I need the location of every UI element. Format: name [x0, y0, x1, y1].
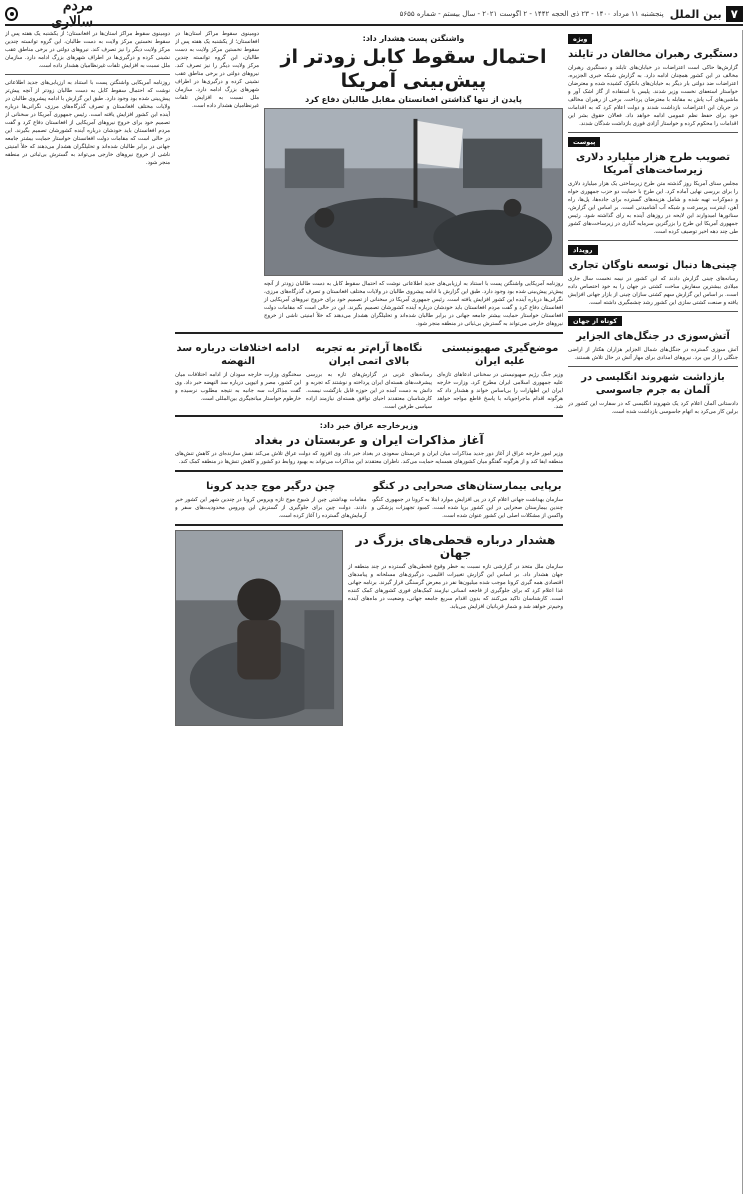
story-title: تصویب طرح هزار میلیارد دلاری زیرساخت‌های آمریکا	[576, 152, 730, 176]
baghdad-story	[175, 421, 563, 466]
main-area	[175, 30, 563, 1194]
story-title: برپایی بیمارستان‌های صحرایی در کنگو	[372, 481, 562, 492]
section-tag: پیوست	[568, 137, 600, 147]
section-tag: ویژه	[568, 34, 592, 44]
side-brief-body: دومینوی سقوط مراکز استان‌ها در افغانستان؛ از یکشنبه یک هفته پس از سقوط نخستین مرکز ولایت به دست طالبان، این گروه توانسته چندین مرکز ولایت دیگر را نیز تصرف کند. نیروهای دولتی در برخی مناطق عقب نشینی کرده و درگیری‌ها در اطراف شهرهای بزرگ ادامه دارد. سازمان ملل نسبت به افزایش تلفات غیرنظامیان هشدار داده است.	[175, 31, 259, 109]
section-title: بین الملل	[669, 7, 722, 21]
story-title: دستگیری رهبران مخالفان در تایلند	[568, 49, 738, 60]
crowd-photo-icon	[265, 109, 562, 275]
right-column	[5, 30, 170, 1194]
story-title: ادامه اختلافات درباره سد النهضه	[176, 343, 300, 367]
story-title: موضع‌گیری صهیونیستی علیه ایران	[441, 343, 559, 367]
newspaper-logo	[5, 0, 93, 30]
story-body: سازمان بهداشت جهانی اعلام کرد در پی افزایش موارد ابتلا به کرونا در جمهوری کنگو، چندین بیمارستان صحرایی در این کشور برپا شده است. کمبود تجهیزات پزشکی و واکسن از مشکلات اصلی این کشور عنوان شده است.	[371, 497, 563, 519]
lead-body: روزنامه آمریکایی واشنگتن پست با استناد به ارزیابی‌های جدید اطلاعاتی نوشت که احتمال سقوط کابل به دست طالبان زودتر از آنچه پیش‌تر پیش‌بینی شده بود وجود دارد. طبق این گزارش با ادامه پیشروی طالبان در ولایات مختلف افغانستان و تصرف گذرگاه‌های مرزی، نگرانی‌ها درباره آینده این کشور افزایش یافته است. رئیس جمهوری آمریکا در سخنانی از تصمیم خود برای خروج نیروهای آمریکایی از افغانستان دفاع کرد و گفت مردم افغانستان باید خودشان درباره آینده کشورشان تصمیم بگیرند. این در حالی است که مقامات دولت افغانستان خواستار حمایت بیشتر جامعه جهانی در برابر طالبان شده‌اند و تحلیلگران هشدار می‌دهند که خلأ امنیتی ناشی از خروج نیروهای خارجی می‌تواند به گسترش بی‌ثباتی در منطقه منجر شود.	[264, 281, 563, 327]
lead-subhead: پایدن از تنها گذاشتن افغانستان مقابل طالبان دفاع کرد	[305, 95, 522, 104]
story-kicker: وزیرخارجه عراق خبر داد:	[319, 421, 419, 430]
page-number: ۷	[726, 6, 743, 22]
story-title: نگاه‌ها آرام‌تر به تجربه بالای اتمی ایران	[315, 343, 423, 367]
story-body: سخنگوی وزارت خارجه سودان از ادامه اختلافات میان این کشور، مصر و اتیوپی درباره سد النهضه خبر داد. وی گفت مذاکرات سه جانبه به نتیجه مطلوب نرسیده و خارطوم خواستار میانجیگری بین‌المللی است.	[175, 372, 301, 402]
story-body: مجلس سنای آمریکا روز گذشته متن طرح زیرساختی یک هزار میلیارد دلاری را برای بررسی نهایی آماده کرد. این طرح با حمایت دو حزب جمهوری خواه و دموکرات تهیه شده و شامل هزینه‌های گسترده برای جاده‌ها، پل‌ها، راه آهن، اینترنت پرسرعت و شبکه آب آشامیدنی است. بر اساس این گزارش، سناتورها امیدوارند این لایحه در روزهای آینده به رای گذاشته شود. رئیس جمهوری آمریکا این طرح را بزرگترین سرمایه گذاری در زیرساخت‌های کشور طی چند دهه اخیر توصیف کرده است.	[568, 181, 738, 235]
date-line: پنجشنبه ۱۱ مرداد ۱۴۰۰ - ۲۳ ذی الحجه ۱۴۴۲ - ۲ اگوست ۲۰۲۱ - سال بیستم - شماره ۵۶۵۵	[399, 10, 664, 18]
story-title: بازداشت شهروند انگلیسی در آلمان به جرم جاسوسی	[581, 372, 725, 396]
story-body: دادستانی آلمان اعلام کرد یک شهروند انگلیسی که در سفارت این کشور در برلین کار می‌کرد به اتهام جاسوسی بازداشت شده است.	[568, 401, 738, 415]
story-title: چینی‌ها دنبال توسعه ناوگان تجاری	[568, 260, 738, 271]
continuation-text: دومینوی سقوط مراکز استان‌ها در افغانستان؛ از یکشنبه یک هفته پس از سقوط نخستین مرکز ولایت به دست طالبان، این گروه توانسته چندین مرکز ولایت دیگر را نیز تصرف کند. نیروهای دولتی در برخی مناطق عقب نشینی کرده و درگیری‌ها در اطراف شهرهای بزرگ ادامه دارد. سازمان ملل نسبت به افزایش تلفات غیرنظامیان هشدار داده است.	[5, 31, 170, 69]
lead-photo	[264, 108, 563, 276]
side-brief	[175, 30, 259, 328]
story-body: وزیر امور خارجه عراق از آغاز دور جدید مذاکرات میان ایران و عربستان سعودی در بغداد خبر داد. وی افزود که دولت عراق تلاش می‌کند نقش سازنده‌ای در کاهش تنش‌های منطقه ایفا کند و از هرگونه گفتگو میان کشورهای همسایه حمایت می‌کند. ناظران معتقدند این مذاکرات می‌تواند به بهبود روابط دو کشور و کاهش تنش‌ها در منطقه کمک کند.	[175, 451, 563, 465]
lower-stories	[175, 476, 563, 520]
continuation-text: روزنامه آمریکایی واشنگتن پست با استناد به ارزیابی‌های جدید اطلاعاتی نوشت که احتمال سقوط کابل به دست طالبان زودتر از آنچه پیش‌تر پیش‌بینی شده بود وجود دارد. طبق این گزارش با ادامه پیشروی طالبان در ولایات مختلف افغانستان و تصرف گذرگاه‌های مرزی، نگرانی‌ها درباره آینده این کشور افزایش یافته است. رئیس جمهوری آمریکا در سخنانی از تصمیم خود برای خروج نیروهای آمریکایی از افغانستان دفاع کرد و گفت مردم افغانستان باید خودشان درباره آینده کشورشان تصمیم بگیرند. این در حالی است که مقامات دولت افغانستان خواستار حمایت بیشتر جامعه جهانی در برابر طالبان شده‌اند و تحلیلگران هشدار می‌دهند که خلأ امنیتی ناشی از خروج نیروهای خارجی می‌تواند به گسترش بی‌ثباتی در منطقه منجر شود.	[5, 80, 170, 166]
logo-mark-icon	[5, 7, 18, 21]
story-body: رسانه‌های غربی در گزارش‌های تازه به بررسی پیشرفت‌های هسته‌ای ایران پرداخته و نوشتند که تجربه و دانش به دست آمده در این حوزه قابل بازگشت نیست. کارشناسان معتقدند احیای توافق هسته‌ای نیازمند اراده سیاسی طرفین است.	[306, 372, 432, 410]
story-title: آتش‌سوزی در جنگل‌های الجزایر	[576, 331, 730, 342]
logo-text: مردم سالاری	[51, 0, 93, 30]
story-body: گزارش‌ها حاکی است اعتراضات در خیابان‌های تایلند و دستگیری رهبران مخالف در این کشور همچنان ادامه دارد. به گزارش شبکه خبری الجزیره، اعتراضات ضد دولتی بار دیگر به خیابان‌های بانکوک کشیده شده و معترضان خواستار استعفای نخست وزیر شدند. پلیس با استفاده از گاز اشک آور و ماشین‌های آب پاش به مقابله با معترضان پرداخت. برخی از رهبران مخالف در جریان این اعتراضات بازداشت شدند و دولت اعلام کرد که به اقدامات خود برای حفظ نظم عمومی ادامه خواهد داد. فعالان حقوق بشر این اقدامات را محکوم کرده و خواستار آزادی فوری بازداشت شدگان شدند.	[568, 65, 738, 127]
lead-headline: احتمال سقوط کابل زودتر از پیش‌بینی آمریکا	[280, 46, 547, 92]
story-body: سازمان ملل متحد در گزارشی تازه نسبت به خطر وقوع قحطی‌های گسترده در چند منطقه از جهان هشدار داد. بر اساس این گزارش تغییرات اقلیمی، درگیری‌های مسلحانه و پیامدهای اقتصادی همه گیری کرونا موجب شده میلیون‌ها نفر در معرض گرسنگی قرار گیرند. برنامه جهانی غذا اعلام کرد که برای جلوگیری از فاجعه انسانی نیازمند کمک‌های فوری کشورهای کمک کننده است. کارشناسان تاکید می‌کنند که بدون اقدام سریع جامعه جهانی، وضعیت در ماه‌های آینده وخیم‌تر خواهد شد و شمار قربانیان افزایش می‌یابد.	[348, 564, 563, 610]
mid-stories	[175, 338, 563, 411]
story-title: هشدار درباره قحطی‌های بزرگ در جهان	[355, 533, 556, 560]
left-sidebar	[568, 30, 743, 1194]
story-body: وزیر جنگ رژیم صهیونیستی در سخنانی ادعاهای تازه‌ای علیه جمهوری اسلامی ایران مطرح کرد. وزارت خارجه ایران این اظهارات را بی‌اساس خواند و هشدار داد که هرگونه اقدام ماجراجویانه با پاسخ قاطع مواجه خواهد شد.	[437, 372, 563, 410]
lead-kicker: واشنگتن پست هشدار داد:	[362, 34, 465, 43]
story-body: رسانه‌های چینی گزارش دادند که این کشور در نیمه نخست سال جاری میلادی بیشترین سفارش ساخت کشتی در جهان را به خود اختصاص داده است. بر اساس این گزارش سهم کشتی سازان چینی از بازار جهانی افزایش یافته و صنعت کشتی سازی این کشور رشد چشمگیری داشته است.	[568, 276, 738, 306]
story-title: آغاز مذاکرات ایران و عربستان در بغداد	[254, 433, 484, 447]
section-tag: کوتاه از جهان	[568, 316, 622, 326]
famine-story	[175, 530, 563, 726]
section-label	[670, 6, 743, 22]
masthead	[5, 0, 743, 30]
story-body: مقامات بهداشتی چین از شیوع موج تازه ویروس کرونا در چندین شهر این کشور خبر دادند. دولت چین برای جلوگیری از گسترش این ویروس محدودیت‌های سفر و آزمایش‌های گسترده را آغاز کرده است.	[175, 497, 367, 519]
story-title: چین درگیر موج جدید کرونا	[206, 481, 336, 492]
child-photo-icon	[176, 531, 342, 725]
story-body: آتش سوزی گسترده در جنگل‌های شمال الجزایر هزاران هکتار از اراضی جنگلی را از بین برد. نیروهای امدادی برای مهار آتش در حال تلاش هستند.	[568, 347, 738, 361]
famine-photo	[175, 530, 343, 726]
section-tag: رویداد	[568, 245, 598, 255]
lead-story	[264, 30, 563, 328]
